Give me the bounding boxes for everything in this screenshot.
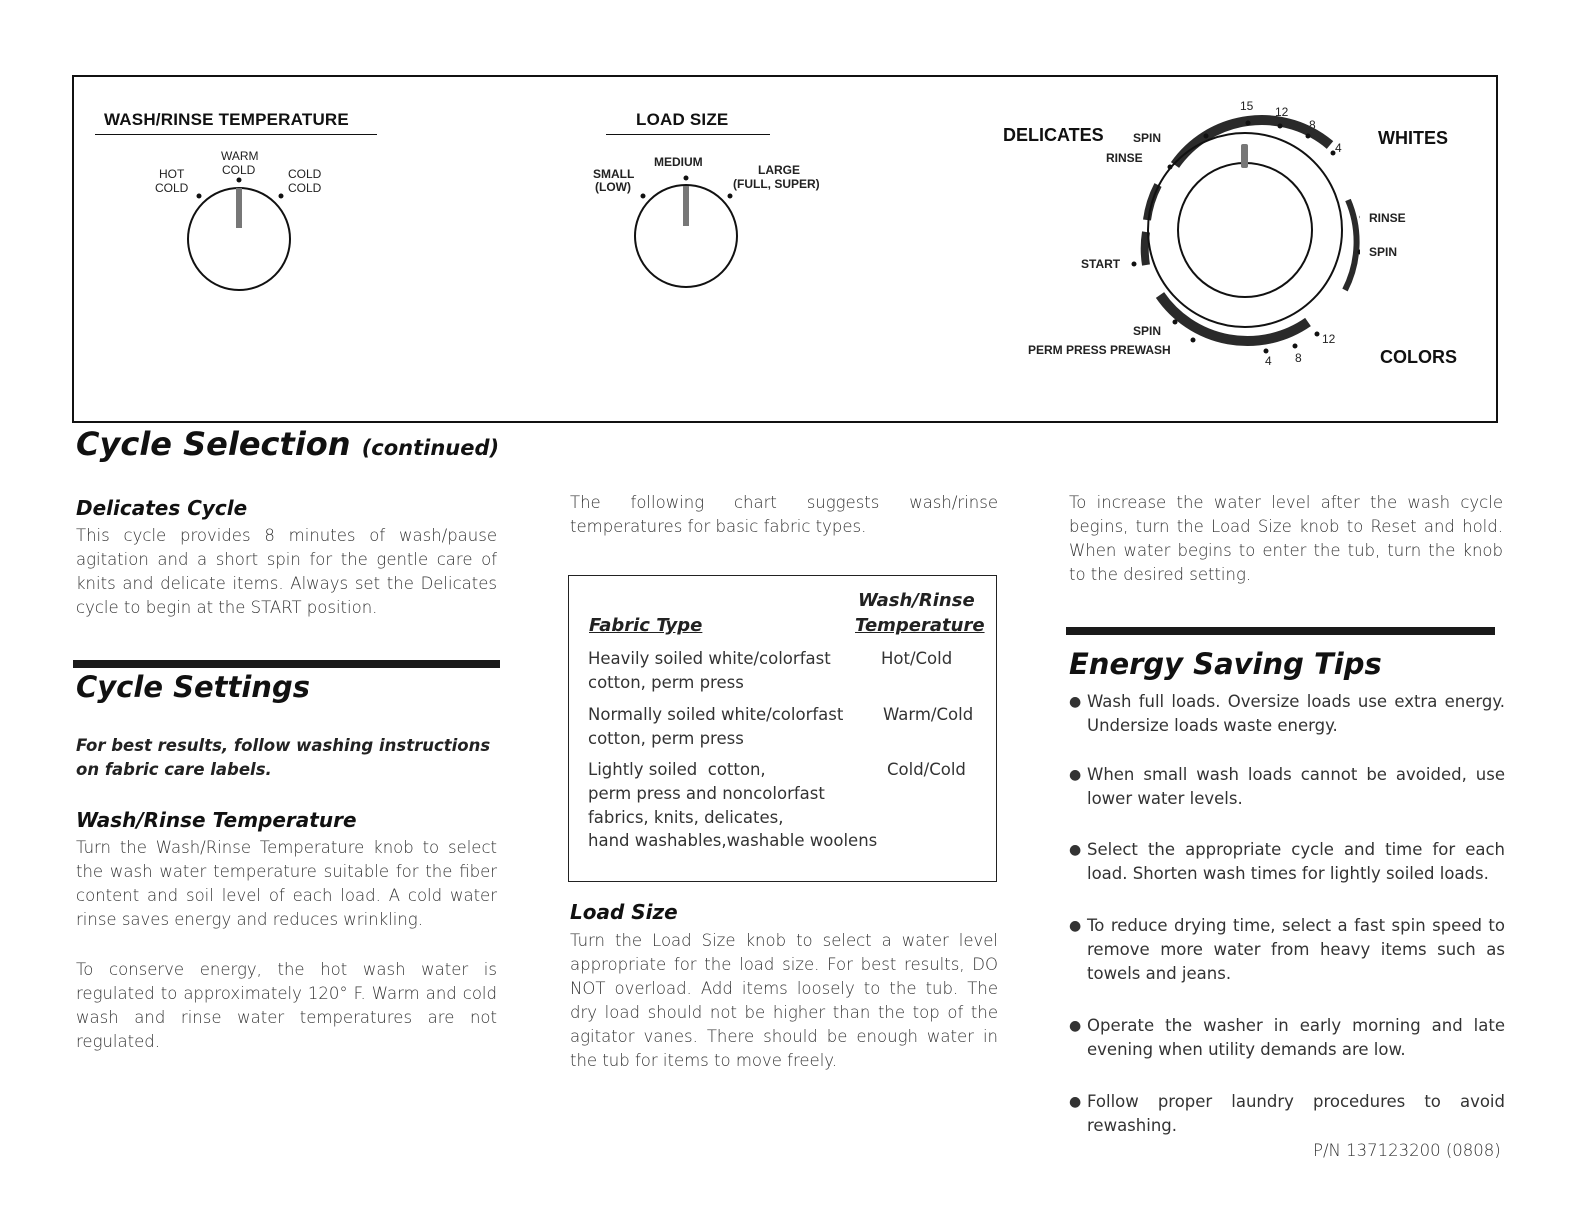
cold-cold-label-top: COLD bbox=[288, 167, 322, 181]
wash-rinse-temperature-text: Turn the Wash/Rinse Temperature knob to select the wash water temperature suitable for the fiber content and soil level of each load. A cold water rinse saves energy and reduces wrinkling. bbox=[76, 838, 497, 929]
bullet-icon: ● bbox=[1069, 694, 1082, 710]
table-row-1-fabric-line-1: Heavily soiled white/colorfast bbox=[588, 649, 831, 668]
spin-right-label: SPIN bbox=[1369, 245, 1398, 259]
part-number: P/N 137123200 (0808) bbox=[1313, 1141, 1501, 1160]
delicates-label: DELICATES bbox=[1003, 125, 1104, 145]
colors-minutes-12: 12 bbox=[1322, 332, 1336, 346]
tip-item-6 bbox=[1069, 1090, 1505, 1138]
tip-text: Follow proper laundry procedures to avoid rewashing. bbox=[1087, 1092, 1505, 1135]
colors-minutes-8: 8 bbox=[1295, 351, 1302, 365]
whites-minutes-12: 12 bbox=[1275, 105, 1289, 119]
large-label-top: LARGE bbox=[758, 163, 800, 177]
rinse-left-label: RINSE bbox=[1106, 151, 1143, 165]
section-title bbox=[76, 425, 499, 463]
tip-text: When small wash loads cannot be avoided, use lower water levels. bbox=[1087, 765, 1505, 808]
tip-text: To reduce drying time, select a fast spin speed to remove more water from heavy items such as towels and jeans. bbox=[1087, 916, 1505, 983]
table-row-3-temperature: Cold/Cold bbox=[887, 760, 966, 779]
small-label-top: SMALL bbox=[593, 167, 635, 181]
wash-rinse-temperature-knob[interactable] bbox=[180, 170, 300, 295]
increase-water-level-text: To increase the water level after the wash cycle begins, turn the Load Size knob to Reset and hold. When water begins to enter the tub, turn the knob to the desired setting. bbox=[1069, 493, 1503, 584]
load-size-title: LOAD SIZE bbox=[636, 110, 729, 129]
tip-text: Select the appropriate cycle and time for each load. Shorten wash times for lightly soiled loads. bbox=[1087, 840, 1505, 883]
bullet-icon: ● bbox=[1069, 1018, 1082, 1034]
bullet-icon: ● bbox=[1069, 1094, 1082, 1110]
energy-saving-tips-heading: Energy Saving Tips bbox=[1069, 647, 1382, 681]
section-title-suffix: (continued) bbox=[361, 436, 500, 460]
table-row-1-temperature: Hot/Cold bbox=[881, 649, 953, 668]
best-results-note: For best results, follow washing instructions on fabric care labels. bbox=[76, 736, 491, 779]
whites-minutes-4: 4 bbox=[1335, 141, 1342, 155]
delicates-cycle-text: This cycle provides 8 minutes of wash/pause agitation and a short spin for the gentle care of knits and delicate items. Always set the Delicates cycle to begin at the START position. bbox=[76, 526, 497, 617]
tip-item-2 bbox=[1069, 763, 1505, 811]
delicates-cycle-heading: Delicates Cycle bbox=[76, 496, 248, 520]
small-label-bottom: (LOW) bbox=[595, 180, 631, 194]
table-row-1-fabric-line-2: cotton, perm press bbox=[588, 673, 744, 692]
cold-cold-label-bottom: COLD bbox=[288, 181, 322, 195]
load-size-knob[interactable] bbox=[627, 168, 747, 293]
start-label: START bbox=[1081, 257, 1121, 271]
wash-rinse-title-underline bbox=[95, 134, 377, 135]
section-divider-bar bbox=[1066, 627, 1495, 635]
wash-rinse-temperature-heading: Wash/Rinse Temperature bbox=[76, 808, 357, 832]
table-row-2-temperature: Warm/Cold bbox=[883, 705, 974, 724]
table-header-temp-bottom: Temperature bbox=[855, 615, 985, 636]
tip-item-1 bbox=[1069, 690, 1505, 738]
colors-label: COLORS bbox=[1380, 347, 1458, 367]
perm-press-prewash-label: PERM PRESS PREWASH bbox=[1028, 343, 1171, 357]
hot-cold-label-top: HOT bbox=[159, 167, 185, 181]
medium-label: MEDIUM bbox=[654, 155, 703, 169]
large-label-bottom: (FULL, SUPER) bbox=[733, 177, 820, 191]
hot-cold-label-bottom: COLD bbox=[155, 181, 189, 195]
table-row-2-fabric-line-1: Normally soiled white/colorfast bbox=[588, 705, 844, 724]
wash-rinse-title: WASH/RINSE TEMPERATURE bbox=[104, 110, 349, 129]
tip-text: Operate the washer in early morning and late evening when utility demands are low. bbox=[1087, 1016, 1505, 1059]
load-size-heading: Load Size bbox=[570, 900, 678, 924]
warm-cold-label-top: WARM bbox=[221, 149, 259, 163]
load-size-title-underline bbox=[606, 134, 770, 135]
conserve-energy-text: To conserve energy, the hot wash water is regulated to approximately 120° F. Warm and cold wash and rinse water temperatures are not regulated. bbox=[76, 960, 497, 1051]
chart-intro-text: The following chart suggests wash/rinse temperatures for basic fabric types. bbox=[570, 493, 998, 536]
bullet-icon: ● bbox=[1069, 918, 1082, 934]
whites-label: WHITES bbox=[1378, 128, 1448, 148]
table-row-2-fabric-line-2: cotton, perm press bbox=[588, 729, 744, 748]
table-row-3-fabric-line-2: perm press and noncolorfast bbox=[588, 784, 825, 803]
tip-item-5 bbox=[1069, 1014, 1505, 1062]
colors-minutes-4: 4 bbox=[1265, 354, 1272, 368]
section-title-text: Cycle Selection bbox=[76, 425, 351, 463]
tip-item-3 bbox=[1069, 838, 1505, 886]
whites-minutes-8: 8 bbox=[1309, 118, 1316, 132]
table-header-temp-top: Wash/Rinse bbox=[858, 590, 975, 611]
spin-top-label: SPIN bbox=[1133, 131, 1162, 145]
tip-text: Wash full loads. Oversize loads use extra energy. Undersize loads waste energy. bbox=[1087, 692, 1505, 735]
section-divider-bar bbox=[73, 660, 500, 668]
tip-item-4 bbox=[1069, 914, 1505, 986]
rinse-right-label: RINSE bbox=[1369, 211, 1406, 225]
bullet-icon: ● bbox=[1069, 767, 1082, 783]
cycle-settings-heading: Cycle Settings bbox=[76, 670, 310, 704]
spin-bottom-label: SPIN bbox=[1133, 324, 1162, 338]
cycle-selector-knob[interactable] bbox=[1120, 100, 1360, 360]
whites-minutes-15: 15 bbox=[1240, 99, 1254, 113]
bullet-icon: ● bbox=[1069, 842, 1082, 858]
warm-cold-label-bottom: COLD bbox=[222, 163, 256, 177]
load-size-text: Turn the Load Size knob to select a water level appropriate for the load size. For best results, DO NOT overload. Add items loosely to the tub. The dry load should not be higher than the top of the agitator vanes. There should be enough water in the tub for items to move freely. bbox=[570, 931, 998, 1070]
table-row-3-fabric-line-1: Lightly soiled cotton, bbox=[588, 760, 766, 779]
table-header-fabric: Fabric Type bbox=[589, 615, 703, 636]
table-row-3-fabric-line-4: hand washables,washable woolens bbox=[588, 831, 878, 850]
table-row-3-fabric-line-3: fabrics, knits, delicates, bbox=[588, 808, 784, 827]
